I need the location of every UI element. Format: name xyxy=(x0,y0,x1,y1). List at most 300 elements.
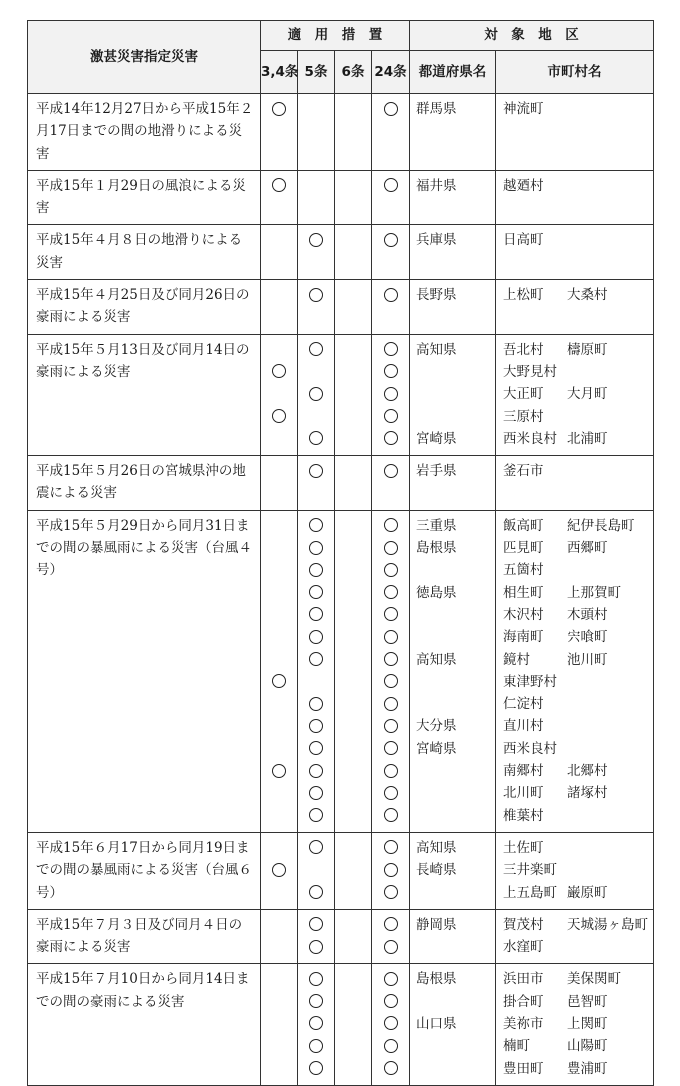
applied-circle-icon xyxy=(309,917,323,931)
municipality-line xyxy=(503,559,653,581)
disaster-description: 平成15年４月８日の地滑りによる災害 xyxy=(28,225,261,280)
measure-line xyxy=(261,837,297,859)
table-row xyxy=(28,964,654,1085)
municipality-column xyxy=(496,225,654,280)
applied-circle-icon xyxy=(384,364,398,378)
municipality-line xyxy=(503,715,653,737)
municipality-name: 浜田市 xyxy=(503,971,544,988)
measure-column-a6 xyxy=(335,170,372,225)
measure-line xyxy=(372,649,409,671)
applied-circle-icon xyxy=(384,563,398,577)
measure-line xyxy=(298,837,334,859)
measure-line xyxy=(261,515,297,537)
municipality-name: 山陽町 xyxy=(567,1038,608,1055)
measure-column-a6 xyxy=(335,456,372,511)
measure-line xyxy=(261,284,297,306)
applied-circle-icon xyxy=(384,288,398,302)
municipality-name: 三原村 xyxy=(503,408,544,425)
applied-circle-icon xyxy=(384,786,398,800)
municipality-name: 美祢市 xyxy=(503,1015,544,1032)
prefecture-name xyxy=(416,882,495,904)
municipality-name: 北郷村 xyxy=(567,763,608,780)
prefecture-name xyxy=(416,693,495,715)
municipality-name: 楠町 xyxy=(503,1038,530,1055)
applied-circle-icon xyxy=(309,972,323,986)
header-area: 対 象 地 区 xyxy=(410,21,654,51)
municipality-line xyxy=(503,428,653,450)
municipality-name: 土佐町 xyxy=(503,839,544,856)
measure-line xyxy=(335,175,371,197)
measure-line xyxy=(372,537,409,559)
municipality-name: 上関町 xyxy=(567,1015,608,1032)
prefecture-name xyxy=(416,604,495,626)
applied-circle-icon xyxy=(309,1061,323,1075)
measure-line xyxy=(298,738,334,760)
applied-circle-icon xyxy=(384,431,398,445)
measure-line xyxy=(335,406,371,428)
measure-line xyxy=(261,991,297,1013)
measure-line xyxy=(298,914,334,936)
measure-line xyxy=(298,649,334,671)
municipality-line xyxy=(503,671,653,693)
measure-line xyxy=(372,914,409,936)
measure-line xyxy=(261,1035,297,1057)
table-body xyxy=(28,94,654,1086)
measure-line xyxy=(298,559,334,581)
municipality-line xyxy=(503,991,653,1013)
municipality-name: 西米良村 xyxy=(503,430,557,447)
measure-line xyxy=(261,98,297,120)
measure-line xyxy=(335,671,371,693)
measure-line xyxy=(335,859,371,881)
prefecture-name xyxy=(416,1058,495,1080)
measure-column-a5 xyxy=(298,964,335,1085)
measure-line xyxy=(372,339,409,361)
measure-line xyxy=(298,671,334,693)
municipality-line xyxy=(503,968,653,990)
measure-line xyxy=(372,738,409,760)
applied-circle-icon xyxy=(384,409,398,423)
measure-line xyxy=(335,738,371,760)
prefecture-name: 島根県 xyxy=(416,971,457,988)
applied-circle-icon xyxy=(309,764,323,778)
measure-line xyxy=(298,175,334,197)
applied-circle-icon xyxy=(309,518,323,532)
disaster-description: 平成15年１月29日の風浪による災害 xyxy=(28,170,261,225)
measure-line xyxy=(298,361,334,383)
municipality-name: 池川町 xyxy=(567,651,608,668)
disaster-description: 平成15年７月３日及び同月４日の豪雨による災害 xyxy=(28,909,261,964)
measure-column-a34 xyxy=(261,909,298,964)
measure-line xyxy=(335,428,371,450)
municipality-name: 上那賀町 xyxy=(567,584,621,601)
measure-line xyxy=(372,1058,409,1080)
measure-line xyxy=(335,1058,371,1080)
applied-circle-icon xyxy=(309,719,323,733)
municipality-name: 釜石市 xyxy=(503,463,544,480)
municipality-name: 日高町 xyxy=(503,232,544,249)
municipality-line xyxy=(503,805,653,827)
municipality-line xyxy=(503,582,653,604)
municipality-line xyxy=(503,693,653,715)
applied-circle-icon xyxy=(309,697,323,711)
municipality-name: 大正町 xyxy=(503,386,544,403)
municipality-name: 飯高町 xyxy=(503,517,544,534)
table-row xyxy=(28,94,654,171)
measure-column-a24 xyxy=(372,510,410,832)
municipality-name: 豊田町 xyxy=(503,1060,544,1077)
municipality-name: 鏡村 xyxy=(503,651,530,668)
municipality-line xyxy=(503,383,653,405)
measure-line xyxy=(298,715,334,737)
applied-circle-icon xyxy=(384,387,398,401)
measure-column-a6 xyxy=(335,280,372,335)
prefecture-name: 長野県 xyxy=(416,287,457,304)
measure-line xyxy=(261,968,297,990)
applied-circle-icon xyxy=(309,994,323,1008)
measure-line xyxy=(335,229,371,251)
measure-line xyxy=(335,715,371,737)
prefecture-name: 高知県 xyxy=(416,341,457,358)
municipality-line xyxy=(503,98,653,120)
disaster-description: 平成15年４月25日及び同月26日の豪雨による災害 xyxy=(28,280,261,335)
measure-line xyxy=(335,626,371,648)
prefecture-name xyxy=(416,991,495,1013)
measure-line xyxy=(335,98,371,120)
measure-column-a34 xyxy=(261,225,298,280)
applied-circle-icon xyxy=(309,464,323,478)
measure-column-a5 xyxy=(298,334,335,455)
measure-line xyxy=(372,626,409,648)
applied-circle-icon xyxy=(309,1039,323,1053)
measure-line xyxy=(261,882,297,904)
municipality-name: 海南町 xyxy=(503,629,544,646)
applied-circle-icon xyxy=(309,940,323,954)
measure-column-a24 xyxy=(372,94,410,171)
applied-circle-icon xyxy=(384,840,398,854)
measure-line xyxy=(298,98,334,120)
measure-line xyxy=(298,760,334,782)
measure-line xyxy=(261,604,297,626)
table-row xyxy=(28,456,654,511)
measure-line xyxy=(372,968,409,990)
municipality-name: 西郷町 xyxy=(567,540,608,557)
measure-column-a34 xyxy=(261,832,298,909)
measure-line xyxy=(372,671,409,693)
municipality-name: 大桑村 xyxy=(567,287,608,304)
municipality-column xyxy=(496,510,654,832)
prefecture-name: 宮崎県 xyxy=(416,430,457,447)
municipality-line xyxy=(503,1013,653,1035)
measure-line xyxy=(261,339,297,361)
measure-line xyxy=(335,1035,371,1057)
applied-circle-icon xyxy=(309,607,323,621)
measure-line xyxy=(298,805,334,827)
measure-line xyxy=(372,284,409,306)
measure-line xyxy=(261,715,297,737)
applied-circle-icon xyxy=(384,917,398,931)
disaster-description: 平成15年５月29日から同月31日までの間の暴風雨による災害（台風４号） xyxy=(28,510,261,832)
applied-circle-icon xyxy=(384,178,398,192)
prefecture-column xyxy=(410,964,496,1085)
applied-circle-icon xyxy=(384,1039,398,1053)
municipality-name: 木沢村 xyxy=(503,606,544,623)
municipality-line xyxy=(503,936,653,958)
municipality-line xyxy=(503,837,653,859)
municipality-line xyxy=(503,859,653,881)
measure-line xyxy=(298,782,334,804)
applied-circle-icon xyxy=(384,719,398,733)
measure-line xyxy=(298,968,334,990)
measure-line xyxy=(261,582,297,604)
municipality-name: 上松町 xyxy=(503,287,544,304)
municipality-column xyxy=(496,456,654,511)
prefecture-name xyxy=(416,805,495,827)
measure-line xyxy=(335,914,371,936)
measure-line xyxy=(298,693,334,715)
measure-line xyxy=(372,515,409,537)
measure-line xyxy=(372,991,409,1013)
municipality-name: 相生町 xyxy=(503,584,544,601)
measure-line xyxy=(335,537,371,559)
municipality-name: 神流町 xyxy=(503,101,544,117)
measure-line xyxy=(261,626,297,648)
measure-line xyxy=(298,229,334,251)
measure-line xyxy=(298,882,334,904)
measure-line xyxy=(261,738,297,760)
table-row xyxy=(28,170,654,225)
municipality-name: 上五島町 xyxy=(503,884,557,901)
measure-line xyxy=(372,175,409,197)
measure-column-a5 xyxy=(298,832,335,909)
measure-line xyxy=(261,537,297,559)
table-row xyxy=(28,280,654,335)
measure-line xyxy=(372,98,409,120)
measure-line xyxy=(372,882,409,904)
measure-line xyxy=(372,406,409,428)
table-row xyxy=(28,334,654,455)
applied-circle-icon xyxy=(384,102,398,116)
measure-line xyxy=(335,805,371,827)
prefecture-name xyxy=(416,782,495,804)
municipality-name: 檮原町 xyxy=(567,341,608,358)
prefecture-name: 兵庫県 xyxy=(416,232,457,249)
prefecture-name: 静岡県 xyxy=(416,916,457,933)
header-municipality: 市町村名 xyxy=(496,51,654,94)
municipality-column xyxy=(496,909,654,964)
measure-line xyxy=(372,582,409,604)
measure-line xyxy=(335,837,371,859)
municipality-column xyxy=(496,170,654,225)
municipality-name: 紀伊長島町 xyxy=(567,517,635,534)
applied-circle-icon xyxy=(272,863,286,877)
applied-circle-icon xyxy=(384,741,398,755)
measure-line xyxy=(261,760,297,782)
measure-column-a6 xyxy=(335,225,372,280)
measure-line xyxy=(298,991,334,1013)
measure-line xyxy=(335,936,371,958)
measure-column-a6 xyxy=(335,94,372,171)
measure-line xyxy=(298,515,334,537)
table-row xyxy=(28,510,654,832)
measure-line xyxy=(298,537,334,559)
municipality-line xyxy=(503,175,653,197)
measure-line xyxy=(372,782,409,804)
applied-circle-icon xyxy=(309,563,323,577)
prefecture-name: 山口県 xyxy=(416,1015,457,1032)
municipality-name: 仁淀村 xyxy=(503,696,544,713)
applied-circle-icon xyxy=(384,607,398,621)
measure-line xyxy=(335,782,371,804)
municipality-line xyxy=(503,1035,653,1057)
applied-circle-icon xyxy=(272,178,286,192)
applied-circle-icon xyxy=(309,1016,323,1030)
measure-column-a34 xyxy=(261,456,298,511)
applied-circle-icon xyxy=(384,885,398,899)
applied-circle-icon xyxy=(309,387,323,401)
municipality-name: 宍喰町 xyxy=(567,629,608,646)
measure-line xyxy=(335,649,371,671)
municipality-line xyxy=(503,782,653,804)
measure-line xyxy=(298,284,334,306)
measure-line xyxy=(372,428,409,450)
prefecture-name: 宮崎県 xyxy=(416,740,457,757)
measure-line xyxy=(298,582,334,604)
measure-line xyxy=(261,460,297,482)
prefecture-column xyxy=(410,170,496,225)
measure-column-a34 xyxy=(261,94,298,171)
prefecture-name: 群馬県 xyxy=(416,101,457,117)
measure-column-a6 xyxy=(335,334,372,455)
municipality-name: 大月町 xyxy=(567,386,608,403)
applied-circle-icon xyxy=(384,994,398,1008)
municipality-name: 吾北村 xyxy=(503,341,544,358)
prefecture-column xyxy=(410,225,496,280)
measure-line xyxy=(372,715,409,737)
applied-circle-icon xyxy=(309,630,323,644)
municipality-line xyxy=(503,649,653,671)
measure-line xyxy=(372,383,409,405)
measure-line xyxy=(372,936,409,958)
measure-line xyxy=(261,559,297,581)
measure-line xyxy=(335,460,371,482)
disaster-description: 平成15年６月17日から同月19日までの間の暴風雨による災害（台風６号） xyxy=(28,832,261,909)
municipality-name: 北川町 xyxy=(503,785,544,802)
header-art5: 5条 xyxy=(298,51,335,94)
applied-circle-icon xyxy=(384,972,398,986)
municipality-name: 越廼村 xyxy=(503,177,544,194)
measure-line xyxy=(335,582,371,604)
measure-line xyxy=(335,383,371,405)
applied-circle-icon xyxy=(272,364,286,378)
municipality-name: 直川村 xyxy=(503,718,544,735)
prefecture-name: 岩手県 xyxy=(416,463,457,480)
municipality-name: 五箇村 xyxy=(503,562,544,579)
municipality-name: 邑智町 xyxy=(567,993,608,1010)
measure-line xyxy=(261,782,297,804)
applied-circle-icon xyxy=(309,885,323,899)
measure-line xyxy=(335,604,371,626)
measure-column-a24 xyxy=(372,964,410,1085)
municipality-name: 匹見町 xyxy=(503,540,544,557)
measure-column-a5 xyxy=(298,225,335,280)
prefecture-name xyxy=(416,383,495,405)
municipality-line xyxy=(503,882,653,904)
applied-circle-icon xyxy=(309,652,323,666)
applied-circle-icon xyxy=(384,863,398,877)
prefecture-column xyxy=(410,832,496,909)
header-measures: 適 用 措 置 xyxy=(261,21,410,51)
applied-circle-icon xyxy=(309,786,323,800)
measure-line xyxy=(335,361,371,383)
measure-line xyxy=(298,1035,334,1057)
municipality-line xyxy=(503,914,653,936)
applied-circle-icon xyxy=(384,940,398,954)
measure-line xyxy=(335,284,371,306)
measure-line xyxy=(261,175,297,197)
prefecture-column xyxy=(410,94,496,171)
prefecture-column xyxy=(410,280,496,335)
applied-circle-icon xyxy=(384,630,398,644)
applied-circle-icon xyxy=(384,1016,398,1030)
municipality-line xyxy=(503,361,653,383)
measure-column-a34 xyxy=(261,334,298,455)
municipality-column xyxy=(496,832,654,909)
measure-column-a34 xyxy=(261,280,298,335)
measure-line xyxy=(335,515,371,537)
measure-line xyxy=(298,406,334,428)
measure-line xyxy=(372,229,409,251)
prefecture-name xyxy=(416,936,495,958)
municipality-name: 巌原町 xyxy=(567,884,608,901)
applied-circle-icon xyxy=(309,233,323,247)
municipality-line xyxy=(503,284,653,306)
prefecture-name xyxy=(416,760,495,782)
measure-column-a5 xyxy=(298,456,335,511)
applied-circle-icon xyxy=(384,764,398,778)
applied-circle-icon xyxy=(309,808,323,822)
applied-circle-icon xyxy=(384,541,398,555)
measure-column-a6 xyxy=(335,832,372,909)
measure-line xyxy=(261,859,297,881)
applied-circle-icon xyxy=(384,342,398,356)
disaster-description: 平成15年７月10日から同月14日までの間の豪雨による災害 xyxy=(28,964,261,1085)
applied-circle-icon xyxy=(384,464,398,478)
measure-line xyxy=(298,339,334,361)
measure-column-a24 xyxy=(372,225,410,280)
prefecture-name: 長崎県 xyxy=(416,862,457,879)
measure-line xyxy=(335,968,371,990)
measure-column-a5 xyxy=(298,280,335,335)
municipality-line xyxy=(503,626,653,648)
header-art6: 6条 xyxy=(335,51,372,94)
municipality-name: 水窪町 xyxy=(503,939,544,956)
prefecture-name xyxy=(416,1035,495,1057)
measure-line xyxy=(335,882,371,904)
prefecture-name xyxy=(416,626,495,648)
measure-line xyxy=(335,339,371,361)
measure-column-a5 xyxy=(298,94,335,171)
municipality-column xyxy=(496,334,654,455)
prefecture-name xyxy=(416,671,495,693)
applied-circle-icon xyxy=(272,764,286,778)
applied-circle-icon xyxy=(309,288,323,302)
applied-circle-icon xyxy=(384,674,398,688)
measure-line xyxy=(372,693,409,715)
prefecture-name: 高知県 xyxy=(416,839,457,856)
municipality-line xyxy=(503,339,653,361)
municipality-column xyxy=(496,964,654,1085)
